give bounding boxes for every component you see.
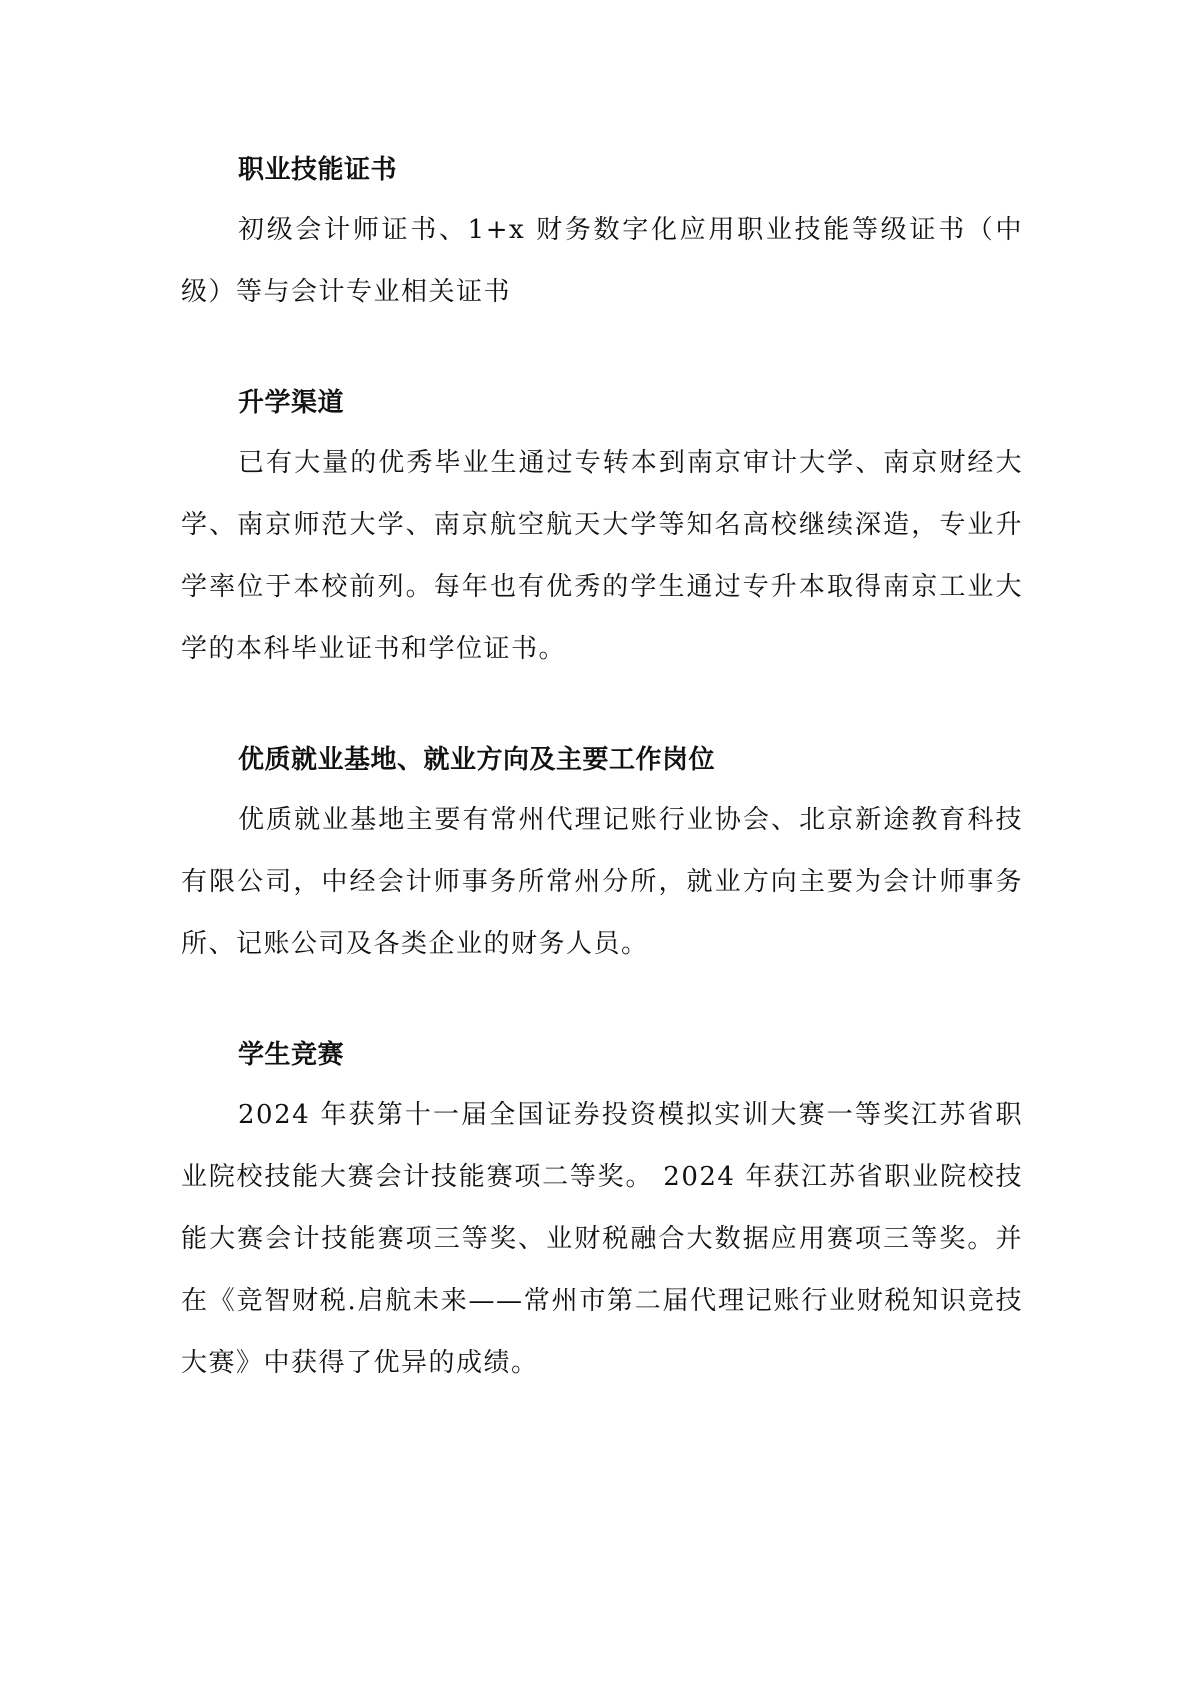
section-paragraph: 初级会计师证书、1+x 财务数字化应用职业技能等级证书（中级）等与会计专业相关证书 (181, 215, 1023, 307)
section-paragraph: 已有大量的优秀毕业生通过专转本到南京审计大学、南京财经大学、南京师范大学、南京航空航天大学等知名高校继续深造，专业升学率位于本校前列。每年也有优秀的学生通过专升本取得南京工业大学的本科毕业证书和学位证书。 (181, 448, 1023, 664)
section-paragraph: 2024 年获第十一届全国证券投资模拟实训大赛一等奖江苏省职业院校技能大赛会计技能赛项二等奖。 2024 年获江苏省职业院校技能大赛会计技能赛项三等奖、业财税融合大数据应用赛项三等奖。并在《竞智财税.启航未来——常州市第二届代理记账行业财税知识竞技大赛》中获得了优异的成绩。 (181, 1100, 1023, 1378)
section-competitions (181, 1037, 1023, 1394)
section-heading: 优质就业基地、就业方向及主要工作岗位 (238, 745, 716, 775)
section-vocational-certificates (181, 152, 1023, 323)
section-employment (181, 742, 1023, 975)
section-heading: 升学渠道 (238, 388, 345, 418)
document-content (181, 152, 1023, 1456)
section-heading: 职业技能证书 (238, 155, 398, 185)
section-further-study (181, 385, 1023, 680)
section-paragraph: 优质就业基地主要有常州代理记账行业协会、北京新途教育科技有限公司，中经会计师事务所常州分所，就业方向主要为会计师事务所、记账公司及各类企业的财务人员。 (181, 805, 1023, 959)
section-heading: 学生竞赛 (238, 1040, 345, 1070)
